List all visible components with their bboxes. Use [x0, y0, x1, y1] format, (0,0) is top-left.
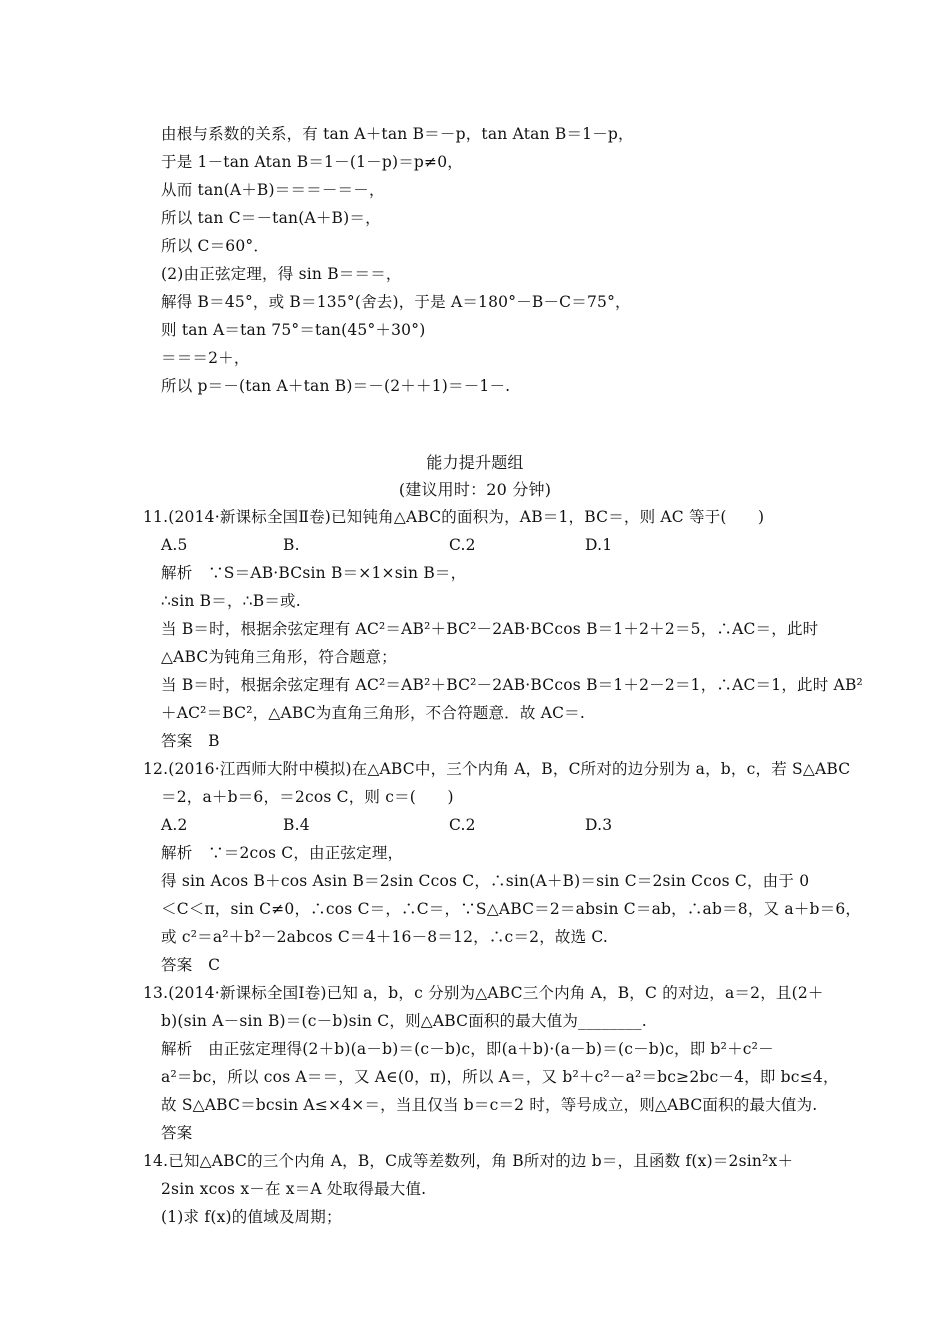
solution-line: 于是 1－tan Atan B＝1－(1－p)＝p≠0，: [161, 153, 463, 171]
solution-line: ＝＝＝2＋，: [161, 349, 250, 367]
solution-line: 所以 tan C＝－tan(A＋B)＝，: [161, 209, 381, 227]
question-14-stem: 14.已知△ABC的三个内角 A，B，C成等差数列，角 B所对的边 b＝，且函数 f(x)＝2sin²x＋: [143, 1152, 794, 1170]
q13-analysis-line: a²＝bc，所以 cos A＝＝，又 A∈(0，π)，所以 A＝，又 b²＋c²－a²＝bc≥2bc－4，即 bc≤4，: [161, 1068, 839, 1086]
q12-analysis-line: ＜C＜π，sin C≠0，∴cos C＝，∴C＝，∵S△ABC＝2＝absin C＝ab，∴ab＝8，又 a＋b＝6，: [161, 900, 862, 918]
q11-option-d: D.1: [585, 536, 613, 554]
q11-analysis-line: △ABC为钝角三角形，符合题意；: [161, 648, 397, 666]
q12-answer: 答案 C: [161, 956, 221, 974]
q14-part-1: (1)求 f(x)的值域及周期；: [161, 1208, 342, 1226]
question-13-stem: 13.(2014·新课标全国Ⅰ卷)已知 a，b，c 分别为△ABC三个内角 A，B，C 的对边，a＝2，且(2＋: [143, 984, 824, 1002]
q12-option-a: A.2: [161, 816, 188, 834]
q11-option-b: B.: [283, 536, 300, 554]
q13-analysis-line: 解析 由正弦定理得(2＋b)(a－b)＝(c－b)c，即(a＋b)·(a－b)＝(c－b)c，即 b²＋c²－: [161, 1040, 774, 1058]
q12-option-c: C.2: [449, 816, 476, 834]
question-12-stem: ＝2，a＋b＝6，＝2cos C，则 c＝( ): [161, 788, 454, 806]
q11-analysis-line: 当 B＝时，根据余弦定理有 AC²＝AB²＋BC²－2AB·BCcos B＝1＋2＋2＝5，∴AC＝，此时: [161, 620, 819, 638]
question-13-stem: b)(sin A－sin B)＝(c－b)sin C，则△ABC面积的最大值为________.: [161, 1012, 647, 1030]
q12-option-b: B.4: [283, 816, 310, 834]
q12-analysis-line: 解析 ∵＝2cos C，由正弦定理，: [161, 844, 404, 862]
solution-line: 解得 B＝45°，或 B＝135°(舍去)，于是 A＝180°－B－C＝75°，: [161, 293, 631, 311]
question-12-stem: 12.(2016·江西师大附中模拟)在△ABC中，三个内角 A，B，C所对的边分别为 a，b，c，若 S△ABC: [143, 760, 851, 778]
section-title: 能力提升题组: [426, 453, 524, 472]
q13-analysis-line: 故 S△ABC＝bcsin A≤×4×＝，当且仅当 b＝c＝2 时，等号成立，则△ABC面积的最大值为.: [161, 1096, 818, 1114]
solution-line: (2)由正弦定理，得 sin B＝＝＝，: [161, 265, 402, 283]
solution-line: 则 tan A＝tan 75°＝tan(45°＋30°): [161, 321, 426, 339]
solution-line: 由根与系数的关系，有 tan A＋tan B＝－p，tan Atan B＝1－p，: [161, 125, 634, 143]
q11-analysis-line: 解析 ∵S＝AB·BCsin B＝×1×sin B＝，: [161, 564, 467, 582]
q11-analysis-line: ∴sin B＝，∴B＝或.: [161, 592, 301, 610]
solution-line: 所以 C＝60°．: [161, 237, 270, 255]
q11-analysis-line: ＋AC²＝BC²，△ABC为直角三角形，不合符题意．故 AC＝.: [161, 704, 585, 722]
q12-analysis-line: 或 c²＝a²＋b²－2abcos C＝4＋16－8＝12，∴c＝2，故选 C.: [161, 928, 609, 946]
q11-answer: 答案 B: [161, 732, 220, 750]
solution-line: 从而 tan(A＋B)＝＝＝－＝－，: [161, 181, 385, 199]
q12-option-d: D.3: [585, 816, 613, 834]
q11-analysis-line: 当 B＝时，根据余弦定理有 AC²＝AB²＋BC²－2AB·BCcos B＝1＋2－2＝1，∴AC＝1，此时 AB²: [161, 676, 863, 694]
q11-option-c: C.2: [449, 536, 476, 554]
q12-analysis-line: 得 sin Acos B＋cos Asin B＝2sin Ccos C，∴sin(A＋B)＝sin C＝2sin Ccos C，由于 0: [161, 872, 810, 890]
question-14-stem: 2sin xcos x－在 x＝A 处取得最大值.: [161, 1180, 427, 1198]
solution-line: 所以 p＝－(tan A＋tan B)＝－(2＋＋1)＝－1－.: [161, 377, 511, 395]
q11-option-a: A.5: [161, 536, 188, 554]
question-11-stem: 11.(2014·新课标全国Ⅱ卷)已知钝角△ABC的面积为，AB＝1，BC＝，则 AC 等于( ): [143, 508, 765, 526]
q13-answer: 答案: [161, 1124, 193, 1142]
section-subtitle: (建议用时：20 分钟): [398, 480, 552, 499]
